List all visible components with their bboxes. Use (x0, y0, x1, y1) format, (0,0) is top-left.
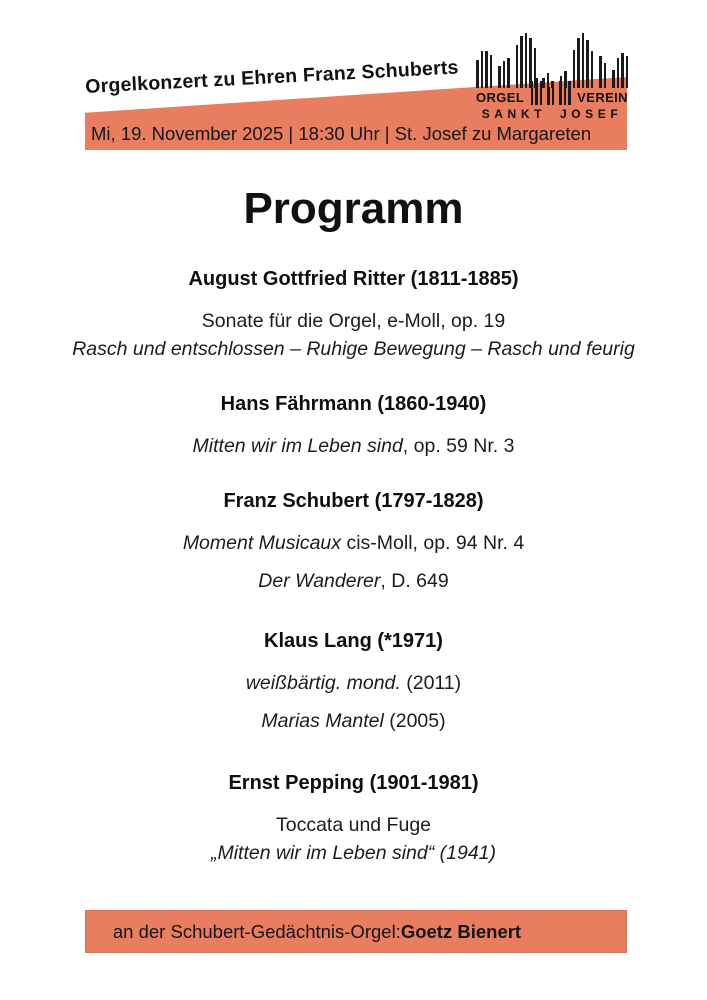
piece-text-segment: Toccata und Fuge (275, 813, 432, 836)
piece-text-segment: , D. 649 (380, 569, 449, 592)
composer-name: August Gottfried Ritter (1811-1885) (188, 267, 519, 290)
piece-paragraph (0, 669, 707, 697)
piece-paragraph (0, 567, 707, 595)
pipe (626, 56, 629, 88)
piece-paragraph (0, 811, 707, 867)
piece-line (0, 567, 707, 595)
logo-line2: SANKT JOSEF (481, 107, 623, 121)
pipe (547, 87, 550, 105)
pipe (573, 50, 576, 88)
pipe-cluster (599, 56, 606, 88)
piece-paragraph (0, 432, 707, 460)
piece-text-segment: Marias Mantel (261, 709, 384, 732)
piece-text-segment: cis-Moll, op. 94 Nr. 4 (341, 531, 525, 554)
pipe-cluster (612, 53, 628, 88)
program-section (0, 390, 707, 460)
composer-name: Franz Schubert (1797-1828) (223, 489, 484, 512)
pipe (507, 58, 510, 88)
pipe (476, 60, 479, 88)
pipe (612, 70, 615, 88)
pipe (498, 66, 501, 88)
pipe (591, 51, 594, 88)
logo-line1 (476, 91, 628, 105)
piece-paragraph (0, 529, 707, 557)
event-title: Orgelkonzert zu Ehren Franz Schuberts (84, 56, 460, 99)
composer-name: Klaus Lang (*1971) (264, 629, 443, 652)
pipe-cluster (573, 33, 594, 88)
piece-text-segment: (2011) (400, 671, 462, 694)
piece-text-segment: weißbärtig. mond. (245, 671, 401, 694)
piece-line (0, 811, 707, 839)
pipe (604, 63, 607, 88)
event-datetime-location: Mi, 19. November 2025 | 18:30 Uhr | St. Josef zu Margareten (91, 123, 592, 144)
piece-paragraph (0, 707, 707, 735)
pipe (621, 53, 624, 88)
logo-mid-pipes (531, 78, 571, 105)
pipe (577, 38, 580, 88)
piece-line (0, 432, 707, 460)
logo-word-verein: VEREIN (577, 90, 628, 105)
orgelverein-logo (476, 32, 628, 121)
performer-banner (85, 910, 627, 953)
pipe (540, 81, 543, 105)
pipe (552, 84, 555, 105)
pipe (503, 61, 506, 88)
pipe-cluster (476, 51, 492, 88)
piece-text-segment: Rasch und entschlossen – Ruhige Bewegung – Rasch und feurig (72, 337, 635, 360)
piece-text-segment: Sonate für die Orgel, e-Moll, op. 19 (201, 309, 506, 332)
piece-text-segment: Moment Musicaux (182, 531, 342, 554)
program-body (0, 150, 707, 867)
pipe-cluster (531, 78, 543, 105)
pipe (481, 51, 484, 88)
program-section (0, 627, 707, 735)
program-section (0, 487, 707, 595)
piece-paragraph (0, 307, 707, 363)
program-title: Programm (243, 184, 464, 233)
pipe (535, 78, 538, 105)
performer-name: Goetz Bienert (400, 920, 522, 942)
pipe (490, 55, 493, 88)
piece-text-segment: Mitten wir im Leben sind (192, 434, 403, 457)
pipe (568, 81, 571, 105)
piece-line (0, 307, 707, 335)
piece-line (0, 335, 707, 363)
composer-name: Hans Fährmann (1860-1940) (220, 392, 487, 415)
pipe (564, 78, 567, 105)
pipe (516, 45, 519, 88)
pipe (582, 33, 585, 88)
piece-line (0, 529, 707, 557)
pipe (559, 81, 562, 105)
piece-line (0, 669, 707, 697)
piece-line (0, 839, 707, 867)
pipe (586, 40, 589, 88)
pipe (520, 36, 523, 88)
composer-name: Ernst Pepping (1901-1981) (228, 771, 479, 794)
performer-label: an der Schubert-Gedächtnis-Orgel: (112, 920, 401, 942)
piece-line (0, 707, 707, 735)
pipe (617, 58, 620, 88)
piece-text-segment: „Mitten wir im Leben sind“ (1941) (210, 841, 497, 864)
program-list (0, 265, 707, 867)
logo-word-orgel: ORGEL (476, 90, 525, 105)
pipe (599, 56, 602, 88)
pipe (525, 33, 528, 88)
pipe (531, 81, 534, 105)
pipe-cluster (547, 84, 554, 105)
pipe-cluster (559, 78, 571, 105)
program-section (0, 769, 707, 867)
piece-text-segment: , op. 59 Nr. 3 (402, 434, 515, 457)
piece-text-segment: Der Wanderer (258, 569, 381, 592)
pipe (485, 51, 488, 88)
pipe-cluster (498, 58, 510, 88)
piece-text-segment: (2005) (383, 709, 446, 732)
program-section (0, 265, 707, 363)
